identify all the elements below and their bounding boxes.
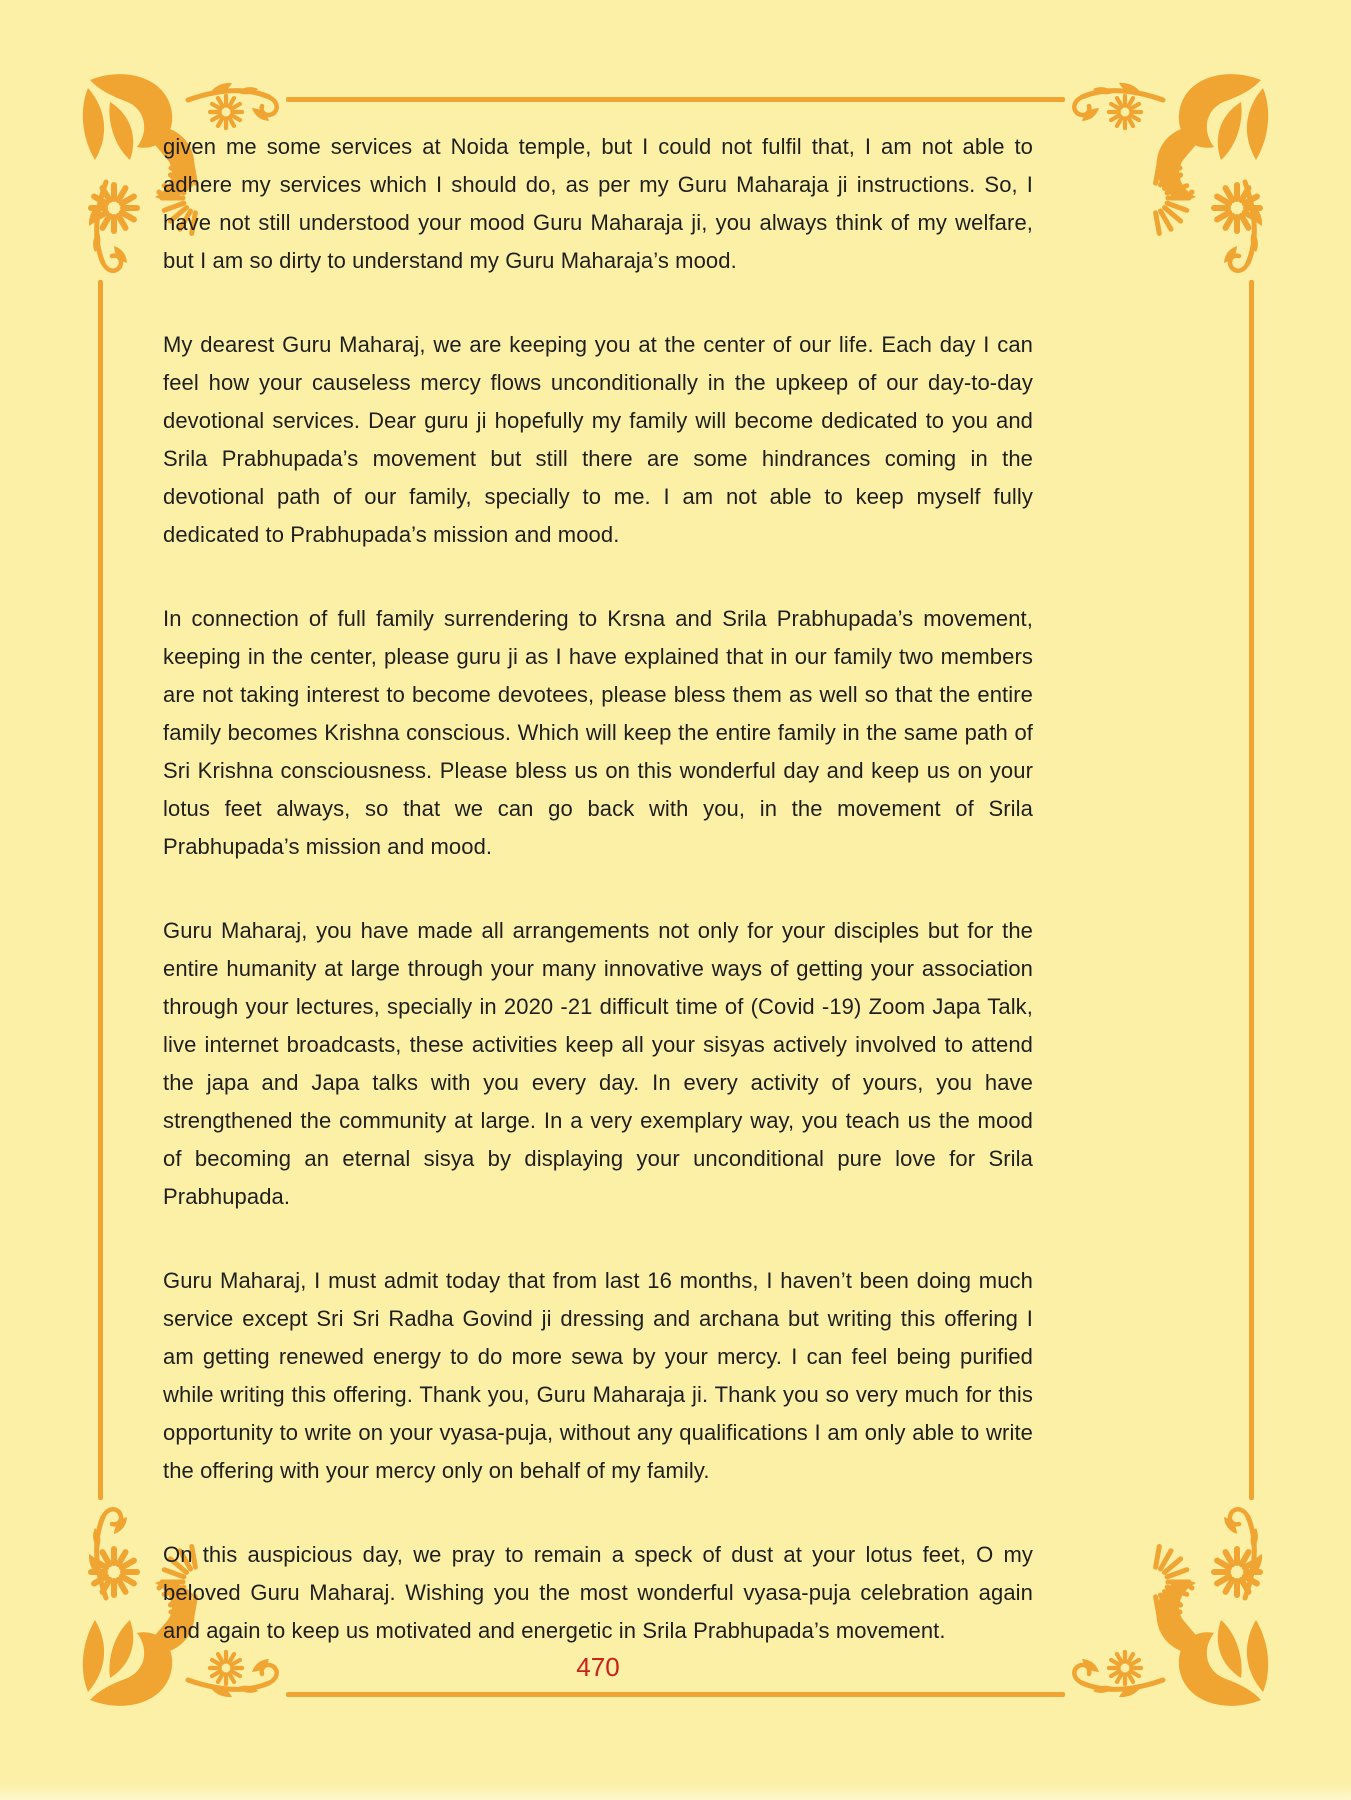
offering-paragraph-4: Guru Maharaj, you have made all arrangements not only for your disciples but for the entire humanity at large through your many innovative ways of getting your association through your lectures, specially in 2020 -21 difficult time of (Covid -19) Zoom Japa Talk, live internet broadcasts, these activities keep all your sisyas actively involved to attend the japa and Japa talks with you every day. In every activity of yours, you have strengthened the community at large. In a very exemplary way, you teach us the mood of becoming an eternal sisya by displaying your unconditional pure love for Srila Prabhupada. [163,918,1033,1209]
frame-line-left [98,280,103,1500]
offering-paragraph-1: given me some services at Noida temple, but I could not fulfil that, I am not able to adhere my services which I should do, as per my Guru Maharaja ji instructions. So, I have not still understood your mood Guru Maharaja ji, you always think of my welfare, but I am so dirty to understand my Guru Maharaja’s mood. [163,134,1033,273]
offering-paragraph-3: In connection of full family surrendering to Krsna and Srila Prabhupada’s movement, keeping in the center, please guru ji as I have explained that in our family two members are not taking interest to become devotees, please bless them as well so that the entire family becomes Krishna conscious. Which will keep the entire family in the same path of Sri Krishna consciousness. Please bless us on this wonderful day and keep us on your lotus feet always, so that we can go back with you, in the movement of Srila Prabhupada’s mission and mood. [163,606,1033,859]
page-body-text [163,128,1033,1696]
frame-line-right [1249,280,1254,1500]
offering-paragraph-5: Guru Maharaj, I must admit today that from last 16 months, I haven’t been doing much service except Sri Sri Radha Govind ji dressing and archana but writing this offering I am getting renewed energy to do more sewa by your mercy. I can feel being purified while writing this offering. Thank you, Guru Maharaja ji. Thank you so very much for this opportunity to write on your vyasa-puja, without any qualifications I am only able to write the offering with your mercy only on behalf of my family. [163,1268,1033,1483]
offering-paragraph-6: On this auspicious day, we pray to remain a speck of dust at your lotus feet, O my beloved Guru Maharaj. Wishing you the most wonderful vyasa-puja celebration again and again to keep us motivated and energetic in Srila Prabhupada’s movement. [163,1542,1033,1643]
floral-corner-ornament-bottom-right [1065,1500,1275,1710]
page-number: 470 [576,1652,620,1682]
frame-line-top [286,97,1065,102]
floral-corner-ornament-top-right [1065,70,1275,280]
offering-paragraph-2: My dearest Guru Maharaj, we are keeping you at the center of our life. Each day I can feel how your causeless mercy flows unconditionally in the upkeep of our day-to-day devotional services. Dear guru ji hopefully my family will become dedicated to you and Srila Prabhupada’s movement but still there are some hindrances coming in the devotional path of our family, specially to me. I am not able to keep myself fully dedicated to Prabhupada’s mission and mood. [163,332,1033,547]
